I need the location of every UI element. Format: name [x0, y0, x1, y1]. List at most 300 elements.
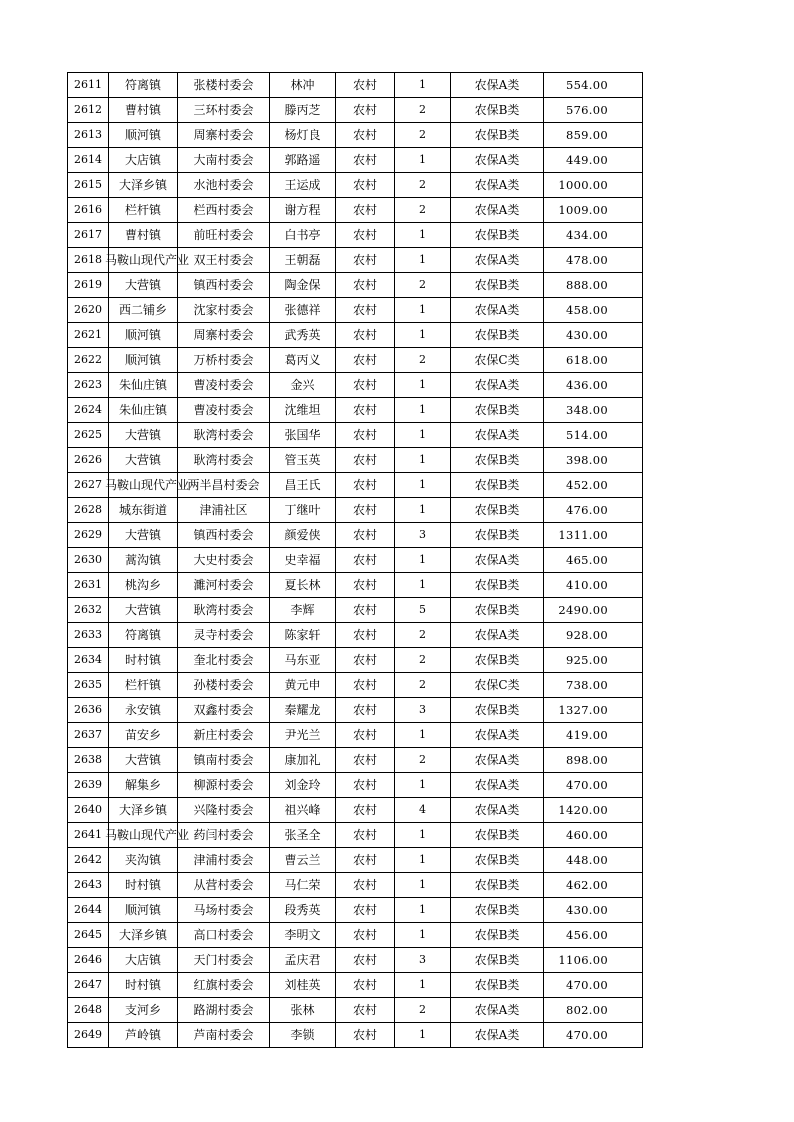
category-cell: 农保B类: [451, 873, 544, 898]
town-cell: 马鞍山现代产业: [109, 473, 178, 498]
row-number: 2621: [68, 323, 109, 348]
town-cell: 桃沟乡: [109, 573, 178, 598]
relief-table: [67, 72, 643, 1048]
village-cell: 大南村委会: [178, 148, 270, 173]
village-cell: 万桥村委会: [178, 348, 270, 373]
amount-cell: 859.00: [544, 123, 643, 148]
village-cell: 路湖村委会: [178, 998, 270, 1023]
area-cell: 农村: [336, 448, 395, 473]
persons-cell: 3: [395, 948, 451, 973]
table-row: [68, 973, 643, 998]
village-cell: 高口村委会: [178, 923, 270, 948]
category-cell: 农保B类: [451, 598, 544, 623]
amount-cell: 398.00: [544, 448, 643, 473]
row-number: 2637: [68, 723, 109, 748]
table-row: [68, 598, 643, 623]
name-cell: 李辉: [270, 598, 336, 623]
table-row: [68, 748, 643, 773]
category-cell: 农保A类: [451, 623, 544, 648]
row-number: 2634: [68, 648, 109, 673]
category-cell: 农保B类: [451, 498, 544, 523]
category-cell: 农保B类: [451, 523, 544, 548]
name-cell: 沈维坦: [270, 398, 336, 423]
area-cell: 农村: [336, 673, 395, 698]
row-number: 2648: [68, 998, 109, 1023]
table-row: [68, 198, 643, 223]
row-number: 2614: [68, 148, 109, 173]
category-cell: 农保B类: [451, 273, 544, 298]
table-row: [68, 148, 643, 173]
category-cell: 农保A类: [451, 73, 544, 98]
category-cell: 农保B类: [451, 898, 544, 923]
table-row: [68, 348, 643, 373]
village-cell: 红旗村委会: [178, 973, 270, 998]
town-cell: 大店镇: [109, 948, 178, 973]
area-cell: 农村: [336, 423, 395, 448]
village-cell: 兴隆村委会: [178, 798, 270, 823]
village-cell: 栏西村委会: [178, 198, 270, 223]
category-cell: 农保B类: [451, 698, 544, 723]
row-number: 2628: [68, 498, 109, 523]
town-cell: 蒿沟镇: [109, 548, 178, 573]
village-cell: 周寨村委会: [178, 323, 270, 348]
category-cell: 农保A类: [451, 373, 544, 398]
village-cell: 沈家村委会: [178, 298, 270, 323]
persons-cell: 1: [395, 448, 451, 473]
row-number: 2647: [68, 973, 109, 998]
row-number: 2626: [68, 448, 109, 473]
area-cell: 农村: [336, 298, 395, 323]
amount-cell: 1000.00: [544, 173, 643, 198]
table-row: [68, 98, 643, 123]
row-number: 2617: [68, 223, 109, 248]
row-number: 2636: [68, 698, 109, 723]
row-number: 2644: [68, 898, 109, 923]
persons-cell: 3: [395, 523, 451, 548]
table-body: [68, 73, 643, 1048]
amount-cell: 448.00: [544, 848, 643, 873]
category-cell: 农保B类: [451, 473, 544, 498]
name-cell: 谢方程: [270, 198, 336, 223]
village-cell: 耿湾村委会: [178, 448, 270, 473]
name-cell: 李明文: [270, 923, 336, 948]
category-cell: 农保A类: [451, 798, 544, 823]
town-cell: 大泽乡镇: [109, 923, 178, 948]
area-cell: 农村: [336, 523, 395, 548]
table-row: [68, 698, 643, 723]
amount-cell: 476.00: [544, 498, 643, 523]
name-cell: 滕丙芝: [270, 98, 336, 123]
village-cell: 马场村委会: [178, 898, 270, 923]
persons-cell: 1: [395, 373, 451, 398]
village-cell: 张楼村委会: [178, 73, 270, 98]
name-cell: 金兴: [270, 373, 336, 398]
amount-cell: 898.00: [544, 748, 643, 773]
village-cell: 三环村委会: [178, 98, 270, 123]
name-cell: 王朝磊: [270, 248, 336, 273]
village-cell: 灵寺村委会: [178, 623, 270, 648]
amount-cell: 1009.00: [544, 198, 643, 223]
town-cell: 大泽乡镇: [109, 173, 178, 198]
category-cell: 农保C类: [451, 673, 544, 698]
amount-cell: 449.00: [544, 148, 643, 173]
town-cell: 永安镇: [109, 698, 178, 723]
row-number: 2611: [68, 73, 109, 98]
name-cell: 史幸福: [270, 548, 336, 573]
table-row: [68, 423, 643, 448]
persons-cell: 1: [395, 723, 451, 748]
area-cell: 农村: [336, 973, 395, 998]
name-cell: 林冲: [270, 73, 336, 98]
town-cell: 时村镇: [109, 873, 178, 898]
village-cell: 药闫村委会: [178, 823, 270, 848]
village-cell: 从营村委会: [178, 873, 270, 898]
row-number: 2643: [68, 873, 109, 898]
persons-cell: 1: [395, 398, 451, 423]
village-cell: 曹凌村委会: [178, 398, 270, 423]
name-cell: 康加礼: [270, 748, 336, 773]
name-cell: 刘桂英: [270, 973, 336, 998]
persons-cell: 1: [395, 298, 451, 323]
name-cell: 陶金保: [270, 273, 336, 298]
persons-cell: 2: [395, 748, 451, 773]
area-cell: 农村: [336, 498, 395, 523]
table-row: [68, 298, 643, 323]
area-cell: 农村: [336, 398, 395, 423]
area-cell: 农村: [336, 623, 395, 648]
name-cell: 郭路遥: [270, 148, 336, 173]
amount-cell: 434.00: [544, 223, 643, 248]
table-row: [68, 473, 643, 498]
row-number: 2624: [68, 398, 109, 423]
persons-cell: 1: [395, 873, 451, 898]
persons-cell: 1: [395, 223, 451, 248]
table-row: [68, 498, 643, 523]
category-cell: 农保A类: [451, 1023, 544, 1048]
row-number: 2640: [68, 798, 109, 823]
persons-cell: 2: [395, 173, 451, 198]
table-row: [68, 948, 643, 973]
amount-cell: 419.00: [544, 723, 643, 748]
category-cell: 农保B类: [451, 573, 544, 598]
town-cell: 大营镇: [109, 748, 178, 773]
row-number: 2649: [68, 1023, 109, 1048]
table-row: [68, 123, 643, 148]
persons-cell: 2: [395, 648, 451, 673]
village-cell: 两半昌村委会: [178, 473, 270, 498]
town-cell: 城东街道: [109, 498, 178, 523]
table-row: [68, 323, 643, 348]
table-row: [68, 573, 643, 598]
category-cell: 农保B类: [451, 848, 544, 873]
town-cell: 大泽乡镇: [109, 798, 178, 823]
area-cell: 农村: [336, 148, 395, 173]
area-cell: 农村: [336, 1023, 395, 1048]
persons-cell: 1: [395, 1023, 451, 1048]
area-cell: 农村: [336, 948, 395, 973]
persons-cell: 1: [395, 848, 451, 873]
persons-cell: 1: [395, 473, 451, 498]
category-cell: 农保A类: [451, 548, 544, 573]
category-cell: 农保A类: [451, 298, 544, 323]
name-cell: 黄元申: [270, 673, 336, 698]
persons-cell: 1: [395, 573, 451, 598]
amount-cell: 456.00: [544, 923, 643, 948]
row-number: 2615: [68, 173, 109, 198]
area-cell: 农村: [336, 223, 395, 248]
town-cell: 马鞍山现代产业: [109, 248, 178, 273]
village-cell: 周寨村委会: [178, 123, 270, 148]
area-cell: 农村: [336, 273, 395, 298]
village-cell: 津浦社区: [178, 498, 270, 523]
persons-cell: 1: [395, 423, 451, 448]
town-cell: 大营镇: [109, 598, 178, 623]
town-cell: 大营镇: [109, 423, 178, 448]
row-number: 2635: [68, 673, 109, 698]
category-cell: 农保B类: [451, 648, 544, 673]
village-cell: 双王村委会: [178, 248, 270, 273]
row-number: 2642: [68, 848, 109, 873]
row-number: 2622: [68, 348, 109, 373]
table-row: [68, 798, 643, 823]
amount-cell: 465.00: [544, 548, 643, 573]
persons-cell: 2: [395, 998, 451, 1023]
town-cell: 马鞍山现代产业: [109, 823, 178, 848]
name-cell: 张圣全: [270, 823, 336, 848]
table-row: [68, 923, 643, 948]
name-cell: 李锁: [270, 1023, 336, 1048]
town-cell: 朱仙庄镇: [109, 398, 178, 423]
name-cell: 颜爱侠: [270, 523, 336, 548]
row-number: 2618: [68, 248, 109, 273]
table-row: [68, 623, 643, 648]
row-number: 2646: [68, 948, 109, 973]
amount-cell: 430.00: [544, 898, 643, 923]
table-row: [68, 173, 643, 198]
row-number: 2641: [68, 823, 109, 848]
name-cell: 陈家轩: [270, 623, 336, 648]
town-cell: 符离镇: [109, 73, 178, 98]
area-cell: 农村: [336, 748, 395, 773]
area-cell: 农村: [336, 798, 395, 823]
persons-cell: 1: [395, 923, 451, 948]
amount-cell: 460.00: [544, 823, 643, 848]
name-cell: 秦耀龙: [270, 698, 336, 723]
category-cell: 农保A类: [451, 773, 544, 798]
amount-cell: 2490.00: [544, 598, 643, 623]
amount-cell: 738.00: [544, 673, 643, 698]
amount-cell: 430.00: [544, 323, 643, 348]
amount-cell: 514.00: [544, 423, 643, 448]
village-cell: 孙楼村委会: [178, 673, 270, 698]
area-cell: 农村: [336, 348, 395, 373]
category-cell: 农保A类: [451, 148, 544, 173]
town-cell: 顺河镇: [109, 123, 178, 148]
name-cell: 丁继叶: [270, 498, 336, 523]
category-cell: 农保B类: [451, 948, 544, 973]
table-row: [68, 1023, 643, 1048]
persons-cell: 1: [395, 548, 451, 573]
amount-cell: 925.00: [544, 648, 643, 673]
row-number: 2645: [68, 923, 109, 948]
persons-cell: 1: [395, 148, 451, 173]
area-cell: 农村: [336, 773, 395, 798]
area-cell: 农村: [336, 248, 395, 273]
name-cell: 管玉英: [270, 448, 336, 473]
amount-cell: 470.00: [544, 973, 643, 998]
row-number: 2639: [68, 773, 109, 798]
category-cell: 农保B类: [451, 223, 544, 248]
town-cell: 曹村镇: [109, 223, 178, 248]
category-cell: 农保A类: [451, 748, 544, 773]
category-cell: 农保B类: [451, 323, 544, 348]
village-cell: 津浦村委会: [178, 848, 270, 873]
name-cell: 昌王氏: [270, 473, 336, 498]
table-row: [68, 248, 643, 273]
village-cell: 柳源村委会: [178, 773, 270, 798]
town-cell: 解集乡: [109, 773, 178, 798]
name-cell: 白书亭: [270, 223, 336, 248]
amount-cell: 1311.00: [544, 523, 643, 548]
name-cell: 张国华: [270, 423, 336, 448]
town-cell: 大营镇: [109, 273, 178, 298]
amount-cell: 576.00: [544, 98, 643, 123]
table-row: [68, 448, 643, 473]
amount-cell: 436.00: [544, 373, 643, 398]
row-number: 2619: [68, 273, 109, 298]
area-cell: 农村: [336, 723, 395, 748]
table-row: [68, 723, 643, 748]
category-cell: 农保A类: [451, 173, 544, 198]
amount-cell: 348.00: [544, 398, 643, 423]
area-cell: 农村: [336, 998, 395, 1023]
area-cell: 农村: [336, 698, 395, 723]
row-number: 2623: [68, 373, 109, 398]
area-cell: 农村: [336, 373, 395, 398]
town-cell: 时村镇: [109, 973, 178, 998]
table-row: [68, 523, 643, 548]
row-number: 2613: [68, 123, 109, 148]
town-cell: 朱仙庄镇: [109, 373, 178, 398]
village-cell: 耿湾村委会: [178, 423, 270, 448]
table-row: [68, 223, 643, 248]
amount-cell: 802.00: [544, 998, 643, 1023]
table-row: [68, 673, 643, 698]
table-row: [68, 398, 643, 423]
area-cell: 农村: [336, 598, 395, 623]
village-cell: 双鑫村委会: [178, 698, 270, 723]
name-cell: 尹光兰: [270, 723, 336, 748]
name-cell: 张林: [270, 998, 336, 1023]
amount-cell: 452.00: [544, 473, 643, 498]
persons-cell: 1: [395, 773, 451, 798]
name-cell: 段秀英: [270, 898, 336, 923]
town-cell: 西二铺乡: [109, 298, 178, 323]
category-cell: 农保A类: [451, 998, 544, 1023]
category-cell: 农保A类: [451, 248, 544, 273]
persons-cell: 2: [395, 273, 451, 298]
persons-cell: 2: [395, 673, 451, 698]
village-cell: 天门村委会: [178, 948, 270, 973]
village-cell: 镇西村委会: [178, 523, 270, 548]
name-cell: 孟庆君: [270, 948, 336, 973]
amount-cell: 1327.00: [544, 698, 643, 723]
area-cell: 农村: [336, 898, 395, 923]
village-cell: 前旺村委会: [178, 223, 270, 248]
table-row: [68, 648, 643, 673]
area-cell: 农村: [336, 123, 395, 148]
table-row: [68, 73, 643, 98]
category-cell: 农保B类: [451, 448, 544, 473]
amount-cell: 470.00: [544, 1023, 643, 1048]
village-cell: 奎北村委会: [178, 648, 270, 673]
town-cell: 大店镇: [109, 148, 178, 173]
persons-cell: 1: [395, 248, 451, 273]
table-row: [68, 873, 643, 898]
name-cell: 葛丙义: [270, 348, 336, 373]
amount-cell: 618.00: [544, 348, 643, 373]
village-cell: 镇西村委会: [178, 273, 270, 298]
row-number: 2631: [68, 573, 109, 598]
amount-cell: 458.00: [544, 298, 643, 323]
area-cell: 农村: [336, 173, 395, 198]
area-cell: 农村: [336, 823, 395, 848]
area-cell: 农村: [336, 873, 395, 898]
name-cell: 张德祥: [270, 298, 336, 323]
row-number: 2616: [68, 198, 109, 223]
village-cell: 耿湾村委会: [178, 598, 270, 623]
amount-cell: 554.00: [544, 73, 643, 98]
persons-cell: 2: [395, 348, 451, 373]
category-cell: 农保B类: [451, 98, 544, 123]
area-cell: 农村: [336, 473, 395, 498]
town-cell: 顺河镇: [109, 898, 178, 923]
town-cell: 栏杆镇: [109, 673, 178, 698]
village-cell: 濉河村委会: [178, 573, 270, 598]
row-number: 2632: [68, 598, 109, 623]
persons-cell: 4: [395, 798, 451, 823]
name-cell: 马东亚: [270, 648, 336, 673]
row-number: 2630: [68, 548, 109, 573]
persons-cell: 1: [395, 823, 451, 848]
amount-cell: 1420.00: [544, 798, 643, 823]
amount-cell: 478.00: [544, 248, 643, 273]
persons-cell: 1: [395, 323, 451, 348]
row-number: 2633: [68, 623, 109, 648]
row-number: 2620: [68, 298, 109, 323]
area-cell: 农村: [336, 648, 395, 673]
town-cell: 大营镇: [109, 448, 178, 473]
persons-cell: 1: [395, 73, 451, 98]
persons-cell: 2: [395, 198, 451, 223]
row-number: 2627: [68, 473, 109, 498]
name-cell: 杨灯良: [270, 123, 336, 148]
area-cell: 农村: [336, 923, 395, 948]
area-cell: 农村: [336, 73, 395, 98]
persons-cell: 5: [395, 598, 451, 623]
category-cell: 农保B类: [451, 923, 544, 948]
amount-cell: 1106.00: [544, 948, 643, 973]
category-cell: 农保A类: [451, 198, 544, 223]
area-cell: 农村: [336, 198, 395, 223]
name-cell: 曹云兰: [270, 848, 336, 873]
amount-cell: 928.00: [544, 623, 643, 648]
name-cell: 马仁荣: [270, 873, 336, 898]
area-cell: 农村: [336, 848, 395, 873]
amount-cell: 470.00: [544, 773, 643, 798]
town-cell: 支河乡: [109, 998, 178, 1023]
persons-cell: 2: [395, 98, 451, 123]
